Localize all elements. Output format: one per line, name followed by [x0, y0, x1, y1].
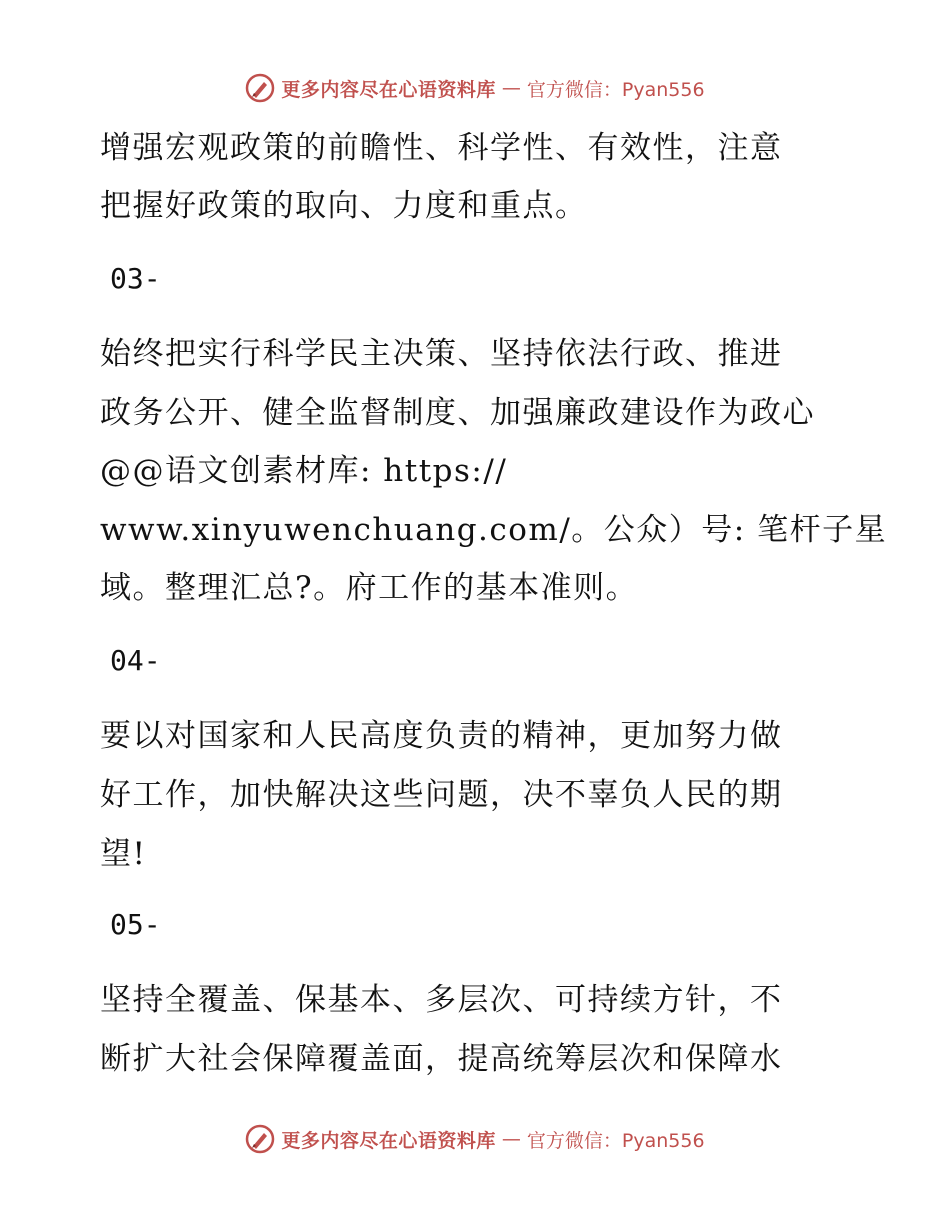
paragraph-line: 要以对国家和人民高度负责的精神，更加努力做 — [100, 718, 783, 754]
paragraph-line: @@语文创素材库: https:// — [100, 453, 508, 489]
pen-logo-icon — [245, 1124, 275, 1154]
watermark-dash: — — [501, 77, 521, 99]
paragraph-line: 望! — [100, 836, 147, 872]
paragraph-line: 断扩大社会保障覆盖面，提高统筹层次和保障水 — [100, 1041, 783, 1077]
paragraph-line: 增强宏观政策的前瞻性、科学性、有效性，注意 — [100, 130, 783, 166]
section-number: 05- — [110, 908, 161, 941]
paragraph-line: 坚持全覆盖、保基本、多层次、可持续方针，不 — [100, 982, 783, 1018]
pen-logo-icon — [245, 73, 275, 103]
paragraph-line: www.xinyuwenchuang.com/。公众）号: 笔杆子星 — [100, 512, 888, 548]
watermark-sub-text: 官方微信：Pyan556 — [526, 1129, 705, 1152]
footer-watermark — [0, 1124, 950, 1154]
section-number: 04- — [110, 644, 161, 677]
watermark-sub-text: 官方微信：Pyan556 — [526, 78, 705, 101]
header-watermark — [0, 73, 950, 103]
paragraph-line: 政务公开、健全监督制度、加强廉政建设作为政心 — [100, 395, 815, 431]
paragraph-line: 始终把实行科学民主决策、坚持依法行政、推进 — [100, 336, 783, 372]
paragraph-line: 域。整理汇总?。府工作的基本准则。 — [100, 570, 639, 606]
section-number: 03- — [110, 262, 161, 295]
watermark-dash: — — [501, 1128, 521, 1150]
watermark-main-text: 更多内容尽在心语资料库 — [281, 78, 496, 101]
paragraph-line: 把握好政策的取向、力度和重点。 — [100, 188, 588, 224]
watermark-main-text: 更多内容尽在心语资料库 — [281, 1129, 496, 1152]
paragraph-line: 好工作，加快解决这些问题，决不辜负人民的期 — [100, 777, 783, 813]
